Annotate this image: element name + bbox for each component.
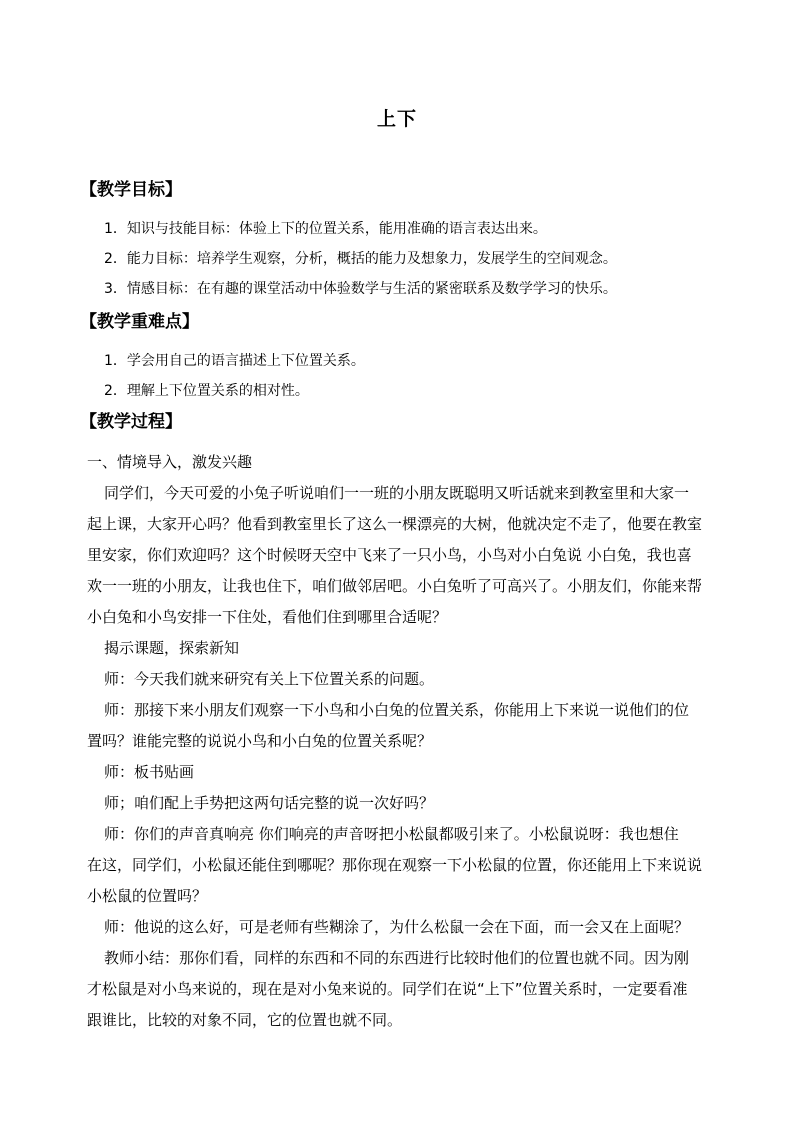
heading-keypoints: 【教学重难点】 [80,312,199,332]
process-line: 才松鼠是对小鸟来说的，现在是对小兔来说的。同学们在说“上下”位置关系时，一定要看准 [87,980,688,998]
process-line: 起上课，大家开心吗？他看到教室里长了这么一棵漂亮的大树，他就决定不走了，他要在教室 [87,515,703,533]
process-line: 师：他说的这么好，可是老师有些糊涂了，为什么松鼠一会在下面，而一会又在上面呢？ [104,918,690,936]
process-line: 揭示课题，探索新知 [104,639,240,657]
process-line: 师：那接下来小朋友们观察一下小鸟和小白兔的位置关系，你能用上下来说一说他们的位 [104,701,690,719]
process-line: 师；咱们配上手势把这两句话完整的说一次好吗？ [104,794,435,812]
process-line: 跟谁比，比较的对象不同，它的位置也就不同。 [87,1011,403,1029]
process-line: 欢一一班的小朋友，让我也住下，咱们做邻居吧。小白兔听了可高兴了。小朋友们，你能来帮 [87,577,703,595]
keypoint-item-1: 1．学会用自己的语言描述上下位置关系。 [104,353,365,369]
page-title: 上下 [376,108,417,130]
process-line: 置吗？谁能完整的说说小鸟和小白兔的位置关系呢？ [87,732,433,750]
process-line: 小松鼠的位置吗？ [87,887,208,905]
process-line: 教师小结：那你们看，同样的东西和不同的东西进行比较时他们的位置也就不同。因为刚 [104,949,690,967]
process-line: 师：今天我们就来研究有关上下位置关系的问题。 [104,670,435,688]
keypoint-item-2: 2．理解上下位置关系的相对性。 [104,383,309,399]
process-subheading: 一、情境导入，激发兴趣 [87,453,253,471]
goal-item-1: 1．知识与技能目标：体验上下的位置关系，能用准确的语言表达出来。 [104,221,547,237]
goal-item-3: 3．情感目标：在有趣的课堂活动中体验数学与生活的紧密联系及数学学习的快乐。 [104,281,617,297]
goal-item-2: 2．能力目标：培养学生观察，分析，概括的能力及想象力，发展学生的空间观念。 [104,251,617,267]
heading-process: 【教学过程】 [80,412,182,432]
process-line: 同学们，今天可爱的小兔子听说咱们一一班的小朋友既聪明又听话就来到教室里和大家一 [104,484,690,502]
heading-goals: 【教学目标】 [80,180,182,200]
process-line: 师：板书贴画 [104,763,195,781]
process-line: 小白兔和小鸟安排一下住处，看他们住到哪里合适呢？ [87,608,448,626]
process-line: 师：你们的声音真响亮 你们响亮的声音呀把小松鼠都吸引来了。小松鼠说呀：我也想住 [104,825,679,843]
process-line: 里安家，你们欢迎吗？这个时候呀天空中飞来了一只小鸟，小鸟对小白兔说 小白兔，我也喜 [87,546,692,564]
process-line: 在这，同学们，小松鼠还能住到哪呢？那你现在观察一下小松鼠的位置，你还能用上下来说说 [87,856,703,874]
